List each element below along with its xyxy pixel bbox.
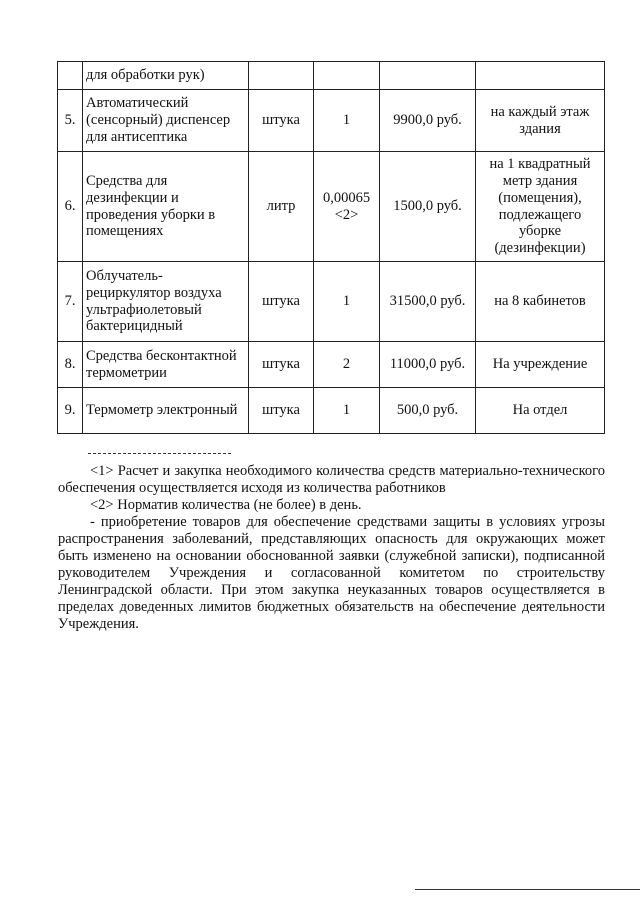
row-number: 8. (58, 342, 83, 388)
item-quantity: 2 (314, 342, 380, 388)
item-quantity: 1 (314, 90, 380, 152)
item-price: 11000,0 руб. (380, 342, 476, 388)
item-unit: штука (249, 90, 314, 152)
item-price: 1500,0 руб. (380, 152, 476, 262)
item-price: 31500,0 руб. (380, 262, 476, 342)
row-number: 9. (58, 388, 83, 434)
page-bottom-line (415, 889, 640, 890)
item-unit: литр (249, 152, 314, 262)
item-name: Автоматический (сенсорный) диспенсер для антисептика (83, 90, 249, 152)
item-name: Термометр электронный (83, 388, 249, 434)
footnote-separator (88, 453, 231, 454)
row-number: 6. (58, 152, 83, 262)
item-quantity: 1 (314, 388, 380, 434)
item-note: На учреждение (476, 342, 605, 388)
item-quantity: 0,00065 <2> (314, 152, 380, 262)
item-name: Средства для дезинфекции и проведения уборки в помещениях (83, 152, 249, 262)
item-price: 500,0 руб. (380, 388, 476, 434)
item-quantity: 1 (314, 262, 380, 342)
table-row (58, 388, 605, 434)
item-price (380, 62, 476, 90)
item-price: 9900,0 руб. (380, 90, 476, 152)
item-name: Средства бесконтактной термометрии (83, 342, 249, 388)
row-number: 5. (58, 90, 83, 152)
item-name: Облучатель-рециркулятор воздуха ультрафиолетовый бактерицидный (83, 262, 249, 342)
footnote-procurement-note: - приобретение товаров для обеспечение средствами защиты в условиях угрозы распространения заболеваний, представляющих опасность для окружающих может быть изменено на основании обоснованной заявки (служебной записки), подписанной руководителем Учреждения и согласованной комитетом по строительству Ленинградской области. При этом закупка неуказанных товаров осуществляется в пределах доведенных лимитов бюджетных обязательств на обеспечение деятельности Учреждения. (58, 514, 605, 632)
item-quantity (314, 62, 380, 90)
item-unit (249, 62, 314, 90)
table-row (58, 62, 605, 90)
row-number (58, 62, 83, 90)
item-unit: штука (249, 342, 314, 388)
item-note (476, 62, 605, 90)
item-note: на 8 кабинетов (476, 262, 605, 342)
item-note: на каждый этаж здания (476, 90, 605, 152)
item-unit: штука (249, 388, 314, 434)
equipment-norms-table (57, 61, 605, 434)
footnote-2: <2> Норматив количества (не более) в день. (90, 497, 362, 513)
table-row (58, 262, 605, 342)
item-unit: штука (249, 262, 314, 342)
item-name: для обработки рук) (83, 62, 249, 90)
table-row (58, 152, 605, 262)
item-note: на 1 квадратный метр здания (помещения), подлежащего уборке (дезинфекции) (476, 152, 605, 262)
item-note: На отдел (476, 388, 605, 434)
row-number: 7. (58, 262, 83, 342)
table-row (58, 90, 605, 152)
footnotes (58, 463, 605, 633)
footnote-1: <1> Расчет и закупка необходимого количества средств материально-технического обеспечения осуществляется исходя из количества работников (58, 463, 605, 496)
table-row (58, 342, 605, 388)
